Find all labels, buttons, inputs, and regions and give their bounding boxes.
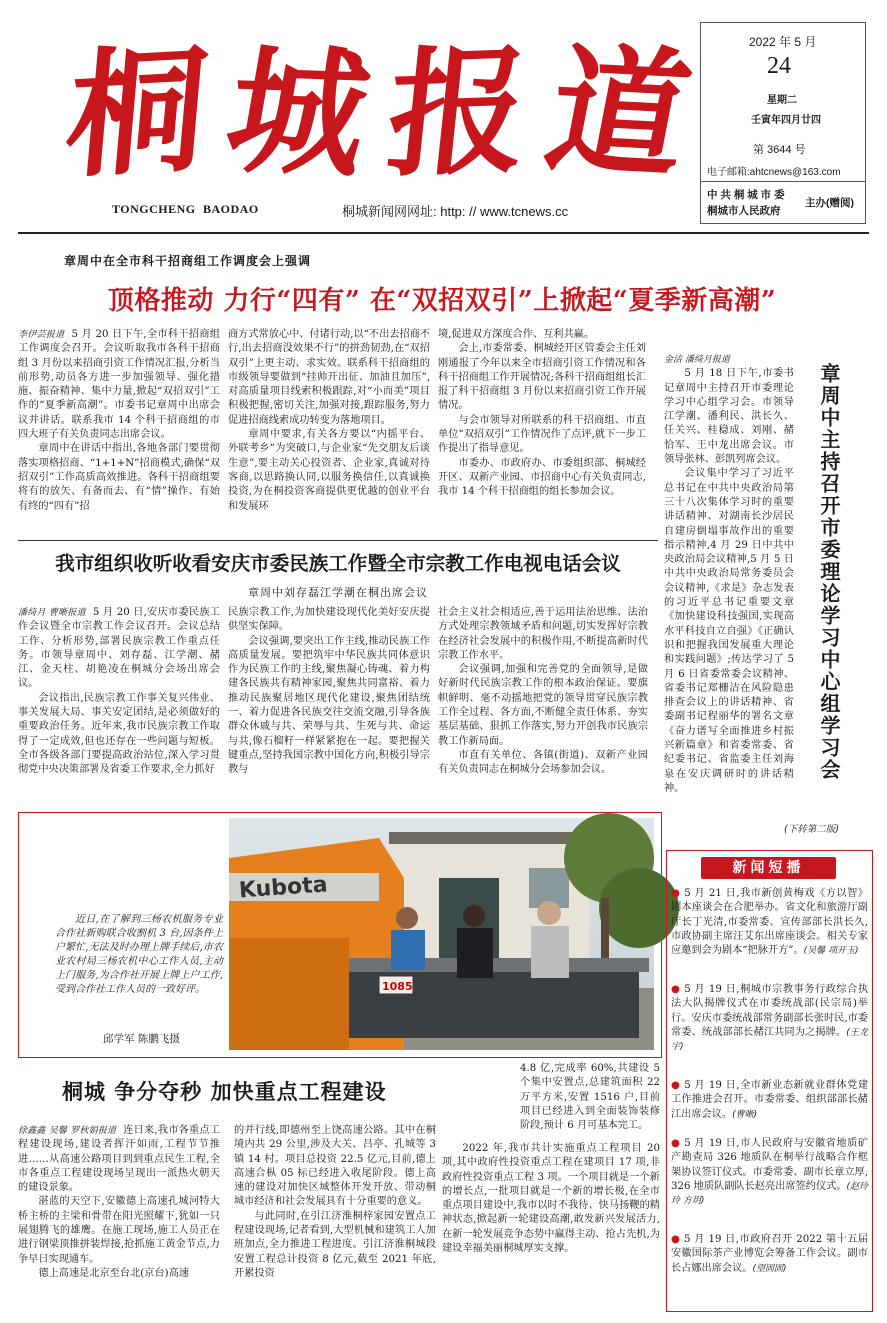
- date-day: 24: [767, 53, 791, 79]
- news-brief-item: ● 5 月 19 日,桐城市宗教事务行政综合执法大队揭牌仪式在市委统战部(民宗局)举行。安庆市委统战部常务副部长张时民,市委常委、统战部部长赭江共同为之揭牌。(王龙宇): [671, 984, 869, 1053]
- news-brief-title-bar: [701, 857, 836, 879]
- article-3: [18, 1062, 660, 1312]
- article-1-col-3: 境,促进双方深度合作、互利共赢。 会上,市委常委、桐城经开区管委会主任刘刚通报了今年以来全市招商引资工作情况和各科干招商组工作开展情况;各科干招商组组长汇报了科干招商组 3 月份以来招商引资工作开展情况。 与会市领导对所联系的科干招商组、市直单位“双招双引”工作情况作了点评,就下一步工作提出了指导意见。 市委办、市政府办、市委组织部、桐城经开区、双新产业园、市招商中心有关负责同志,我市 14 个科干招商组的组长参加会议。: [438, 329, 646, 498]
- photo-illustration: [229, 818, 654, 1050]
- article-3-headline: 桐城 争分夺秒 加快重点工程建设: [62, 1079, 387, 1104]
- article-1-kicker: 章周中在全市科干招商组工作调度会上强调: [64, 254, 312, 268]
- photo-credit: 邱学军 陈鹏飞摄: [103, 1033, 180, 1045]
- issue-number: 第 3644 号: [753, 144, 806, 156]
- article-2-kicker: 章周中刘存磊江学潮在桐出席会议: [248, 586, 428, 599]
- article-1-headline: 顶格推动 力行“四有” 在“双招双引”上掀起“夏季新高潮”: [107, 286, 777, 316]
- photo-box: [18, 812, 662, 1058]
- masthead-char: 桐: [60, 27, 214, 198]
- article-2-byline: 潘绮月 曹晰报道: [18, 608, 86, 618]
- sponsor-line-2: 桐城市人民政府: [707, 205, 781, 217]
- news-brief-item: ● 5 月 21 日,我市新创黄梅戏《方以智》剧本座谈会在合肥举办。省文化和旅游厅副厅长丁光清,市委常委、宣传部部长洪长久,市政协副主席汪艾东出席座谈会。相关专家应邀到会为剧本“把脉开方”。(吴馨 项开玉): [671, 888, 869, 957]
- masthead-char: 报: [380, 28, 537, 197]
- news-brief-title: 新闻短播: [732, 860, 805, 876]
- article-1-byline: 李伊芸报道: [18, 330, 65, 340]
- date-weekday: 星期二: [767, 95, 797, 106]
- sidebar-col: 金洁 潘绮月报道 5 月 18 日下午,市委书记章周中主持召开市委理论学习中心组学习会。市领导江学潮、潘利民、洪长久、任关兴、桂稳成、刘刚、赭恰军、王中龙出席会议。市领导张林、彭凯列席会议。 会议集中学习了习近平总书记在中共中央政治局第三十八次集体学习时的重要讲话精神、对湖南长沙居民自建房倒塌事故作出的重要指示精神,4 月 29 日中共中央政治局会议精神,5 月 5 日中共中央政治局常务委员会会议精神,《求是》杂志发表的习近平总书记重要文章《加快建设科技强国,实现高水平科技自立自强》《正确认识和把握我国发展重大理论和实践问题》;传达学习了 5 月 6 日省委常委会议精神、省委书记郑栅洁在风险隐患排查会议上的讲话精神、省委副书记程丽华的署名文章《奋力谱写全面推进乡村振兴新篇章》和省委常委、省纪委书记、省监委主任刘海泉在安庆调研时的讲话精神。: [664, 355, 794, 794]
- masthead-char: 道: [534, 27, 704, 198]
- article-2-col-3: 社会主义社会相适应,善于运用法治思维、法治方式处理宗教领域矛盾和问题,切实发挥好宗教在经济社会发展中的积极作用,不断提高新时代宗教工作水平。 会议强调,加强和完善党的全面领导,是做好新时代民族宗教工作的根本政治保证。要旗帜鲜明、毫不动摇地把党的领导贯穿民族宗教工作全过程、各方面,不断健全责任体系、夯实基层基础、狠抓工作落实,努力开创我市民族宗教工作新局面。 市直有关单位、各镇(街道)、双新产业园有关负责同志在桐城分会场参加会议。: [438, 607, 648, 776]
- masthead: [0, 0, 887, 240]
- sidebar-article: [664, 345, 869, 845]
- sidebar-continue: (下转第二版): [784, 824, 839, 835]
- date-lunar: 壬寅年四月廿四: [751, 115, 821, 126]
- article-3-byline: 徐鑫鑫 吴馨 罗秋娟报道: [18, 1126, 117, 1136]
- article-3-col-1: 徐鑫鑫 吴馨 罗秋娟报道 连日来,我市各重点工程建设现场,建设者挥汗如雨,工程节节推进……从高速公路项目到到重点民生工程,全市各重点工程建设现场呈现出一派热火朝天的建设景象。 湛蓝的天空下,安徽德上高速孔城河特大桥主桥的主梁和骨带在阳光照耀下,犹如一只展翅腾飞的雄鹰。在施工现场,施工人员正在进行钢梁顶推拼装焊接,抢抓施工黄金节点,力争早日实现通车。 德上高速是北京至台北(京台)高速: [18, 1125, 220, 1279]
- sidebar-headline: 章周中主持召开市委理论学习中心组学习会: [817, 363, 841, 781]
- article-3-col-3-top: 4.8 亿,完成率 60%,共建设 5 个集中安置点,总建筑面积 22 万平方米,安置 1516 户,目前项目已经进入到全面装饰装修阶段,预计 6 月可基本完工。: [520, 1063, 660, 1132]
- masthead-website[interactable]: 桐城新闻网网址: http: // www.tcnews.cc: [342, 204, 569, 219]
- news-brief-item: ● 5 月 19 日,全市新业态新就业群体党建工作推进会召开。市委常委、组织部部长赭江出席会议。(曹晰): [671, 1080, 869, 1120]
- date-box: [700, 22, 866, 224]
- article-2-col-2: 民族宗教工作,为加快建设现代化美好安庆提供坚实保障。 会议强调,要突出工作主线,推动民族工作高质量发展。要把筑牢中华民族共同体意识作为民族工作的主线,聚焦凝心铸魂、着力构建各民族共有精神家园,聚焦共同富裕、着力推动民族聚居地区现代化建设,聚焦团结统一、着力促进各民族交往交流交融,引导各族群众休戚与共、荣辱与共、生死与共、命运与共,像石榴籽一样紧紧抱在一起。要把握关键重点,坚持我国宗教中国化方向,积极引导宗教与: [228, 607, 430, 776]
- photo-caption: 近日,在了解到三杨农机服务专业合作社新购联合收割机 3 台,因条件上户繁忙,无法及时办理上牌手续后,市农业农村局三杨农机中心工作人员,主动上门服务,为合作社开展上牌上户工作,受到合作社工作人员的一致好评。: [55, 914, 223, 995]
- masthead-char: 城: [214, 28, 381, 197]
- news-brief-item: ● 5 月 19 日,市政府召开 2022 第十五届安徽国际茶产业博览会筹备工作会议。副市长占娜出席会议。(望固固): [671, 1234, 868, 1274]
- article-1-col-1: 李伊芸报道 5 月 20 日下午,全市科干招商组工作调度会召开。会议听取我市各科干招商组 3 月份以来招商引资工作情况汇报,分析当前形势,动员各方进一步加强领导、强化措施、振奋精神、集中力量,掀起“双招双引”工作的“夏季新高潮”。市委书记章周中出席会议并讲话。联系我市 14 个科干招商组的市四大班子有关负责同志出席会议。 章周中在讲话中指出,各地各部门要贯彻落实项格招商、“1+1+N”招商模式,确保“双招双引”工作高质高效推进。各科干招商组要将有的放矢、有备而去、有“情”操作、有始有终的“四有”招: [18, 329, 220, 512]
- article-2-col-1: 潘绮月 曹晰报道 5 月 20 日,安庆市委民族工作会议暨全市宗教工作会议召开。会议总结工作、分析形势,部署民族宗教工作重点任务。市领导章周中、刘存磊、江学潮、赭江、金天柱、胡艳凌在桐城分会场出席会议。 会议指出,民族宗教工作事关复兴伟业、事关发展大局、事关安定团结,是必须做好的重要政治任务。近年来,我市民族宗教工作取得了一定成效,但也还存在一些问题与短板。全市各级各部门要提高政治站位,深入学习贯彻党中央决策部署及省委工作要求,全力抓好: [18, 607, 220, 776]
- sponsor-suffix: 主办(赠阅): [805, 197, 854, 209]
- article-3-col-3: 2022 年,我市共计实施重点工程项目 20 项,其中政府性投资重点工程在建项目 17 项,非政府性投资重点工程 3 项。一个项目就是一个新的增长点,一批项目就是一个新的增长极,在全市重点项目建设中,我市以时不我待、快马扬鞭的精神状态,掀起新一轮建设高潮,敢发新兴发展活力,在新一轮发展竞争态势中赢得主动、抢占先机,为建设幸福美丽桐城厚实支撑。: [442, 1143, 660, 1255]
- date-year-month: 2022 年 5 月: [749, 35, 817, 49]
- email: 电子邮箱:ahtcnews@163.com: [707, 167, 841, 178]
- photo-plate: 1085: [382, 980, 413, 993]
- sidebar-byline: 金洁 潘绮月报道: [664, 355, 730, 365]
- masthead-title: [60, 27, 704, 198]
- masthead-pinyin-right: BAODAO: [203, 202, 259, 216]
- photo-brand: Kubota: [238, 872, 329, 904]
- article-2-headline: 我市组织收听收看安庆市委民族工作暨全市宗教工作电视电话会议: [55, 552, 621, 575]
- article-2: [18, 540, 658, 810]
- masthead-pinyin-left: TONGCHENG: [112, 202, 196, 216]
- article-3-col-2: 的并行线,即德州至上饶高速公路。其中在桐境内共 29 公里,涉及大关、吕亭、孔城等 3 镇 14 村。项目总投资 22.5 亿元,目前,德上高速合枞 05 标已经进入收尾阶段。德上高速的建设对加快区域整体开发开放、带动桐城市经济和社会发展具有十分重要的意义。 与此同时,在引江济淮桐梓家园安置点工程建设现场,记者看到,大型机械和建筑工人加班加点,全力推进工程进度。引江济淮桐城段安置工程总计投资 8 亿元,截至 2021 年底,开累投资: [234, 1125, 436, 1279]
- article-1-col-2: 商方式常放心中、付诸行动,以“不出去招商不行,出去招商没效果不行”的拼劲韧劲,在“双招双引”上更主动、求实效。联系科干招商组的市级领导要做到“挂帅开出征、加油且加压”,对高质量项目线索积极跟踪,对“小而美”项目积极把握,密切关注,加强对接,跟踪服务,努力促进招商线索成功转变为落地项目。 章周中要求,有关各方要以“内摇平台、外联考乡”为突破口,与企业家“先交朋友后谈生意”,要主动关心投资者、企业家,真诚对待客商,以思路换认同,以服务换信任,以真诚换投资,为在桐投资客商提供更优越的创业平台和发展环: [228, 329, 431, 512]
- sidebar-col-wide: [664, 733, 869, 833]
- sponsor-line-1: 中 共 桐 城 市 委: [707, 189, 785, 201]
- news-brief: [666, 850, 873, 1312]
- photo-image: [229, 818, 654, 1050]
- news-brief-item: ● 5 月 19 日,市人民政府与安徽省地质矿产勘查局 326 地质队在桐举行战略合作框架协议签订仪式。市委常委、副市长章立厚,326 地质队副队长赵亮出席签约仪式。(赵玲玲 方玥): [671, 1138, 869, 1207]
